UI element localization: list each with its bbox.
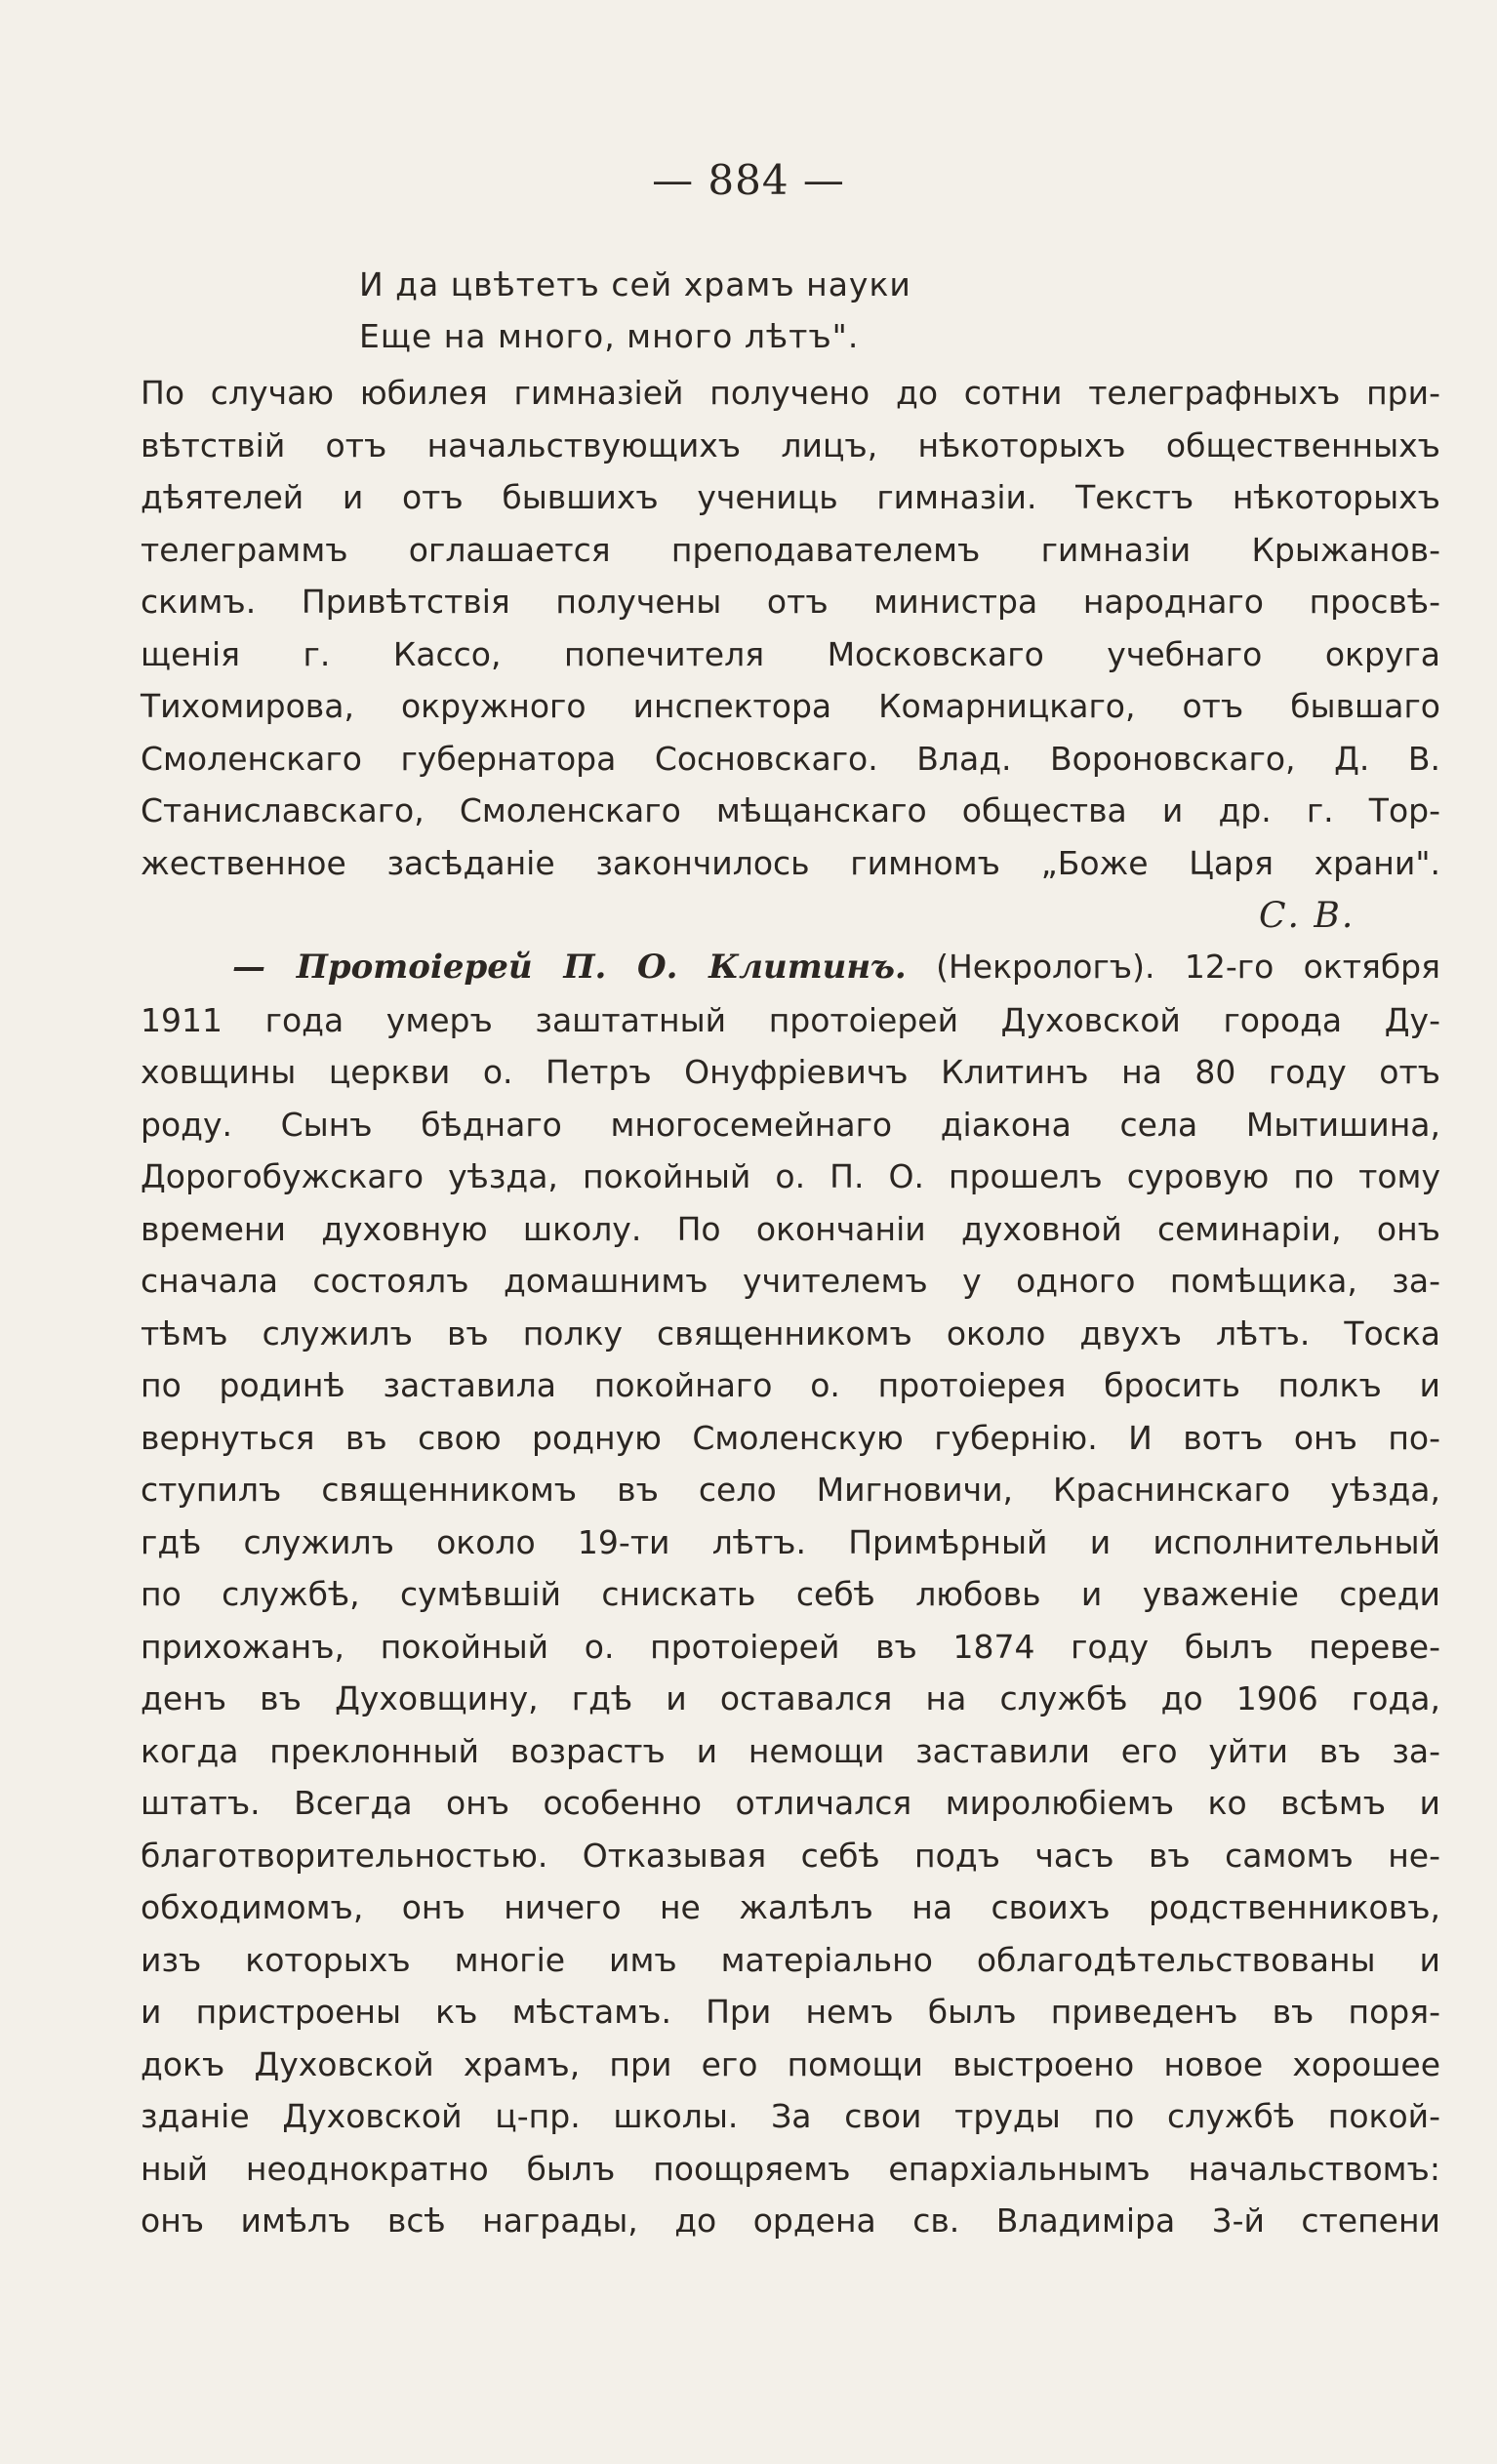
text-line-lead (141, 941, 1440, 994)
text-line: жественное засѣданіе закончилось гимномъ „Боже Царя храни". (141, 843, 1440, 882)
text-line: ступилъ священникомъ въ село Мигновичи, Краснинскаго уѣзда, (141, 1471, 1440, 1509)
text-line: прихожанъ, покойный о. протоіерей въ 1874 году былъ переве- (141, 1627, 1440, 1666)
text-line: по службѣ, сумѣвшій снискать себѣ любовь и уваженіе среди (141, 1575, 1440, 1613)
text-line: тѣмъ служилъ въ полку священникомъ около двухъ лѣтъ. Тоска (141, 1313, 1440, 1353)
text-line: и пристроены къ мѣстамъ. При немъ былъ приведенъ въ поря- (141, 1993, 1440, 2031)
text-line: вернуться въ свою родную Смоленскую губернію. И вотъ онъ по- (141, 1418, 1440, 1457)
text-line: Станиславскаго, Смоленскаго мѣщанскаго общества и др. г. Тор- (141, 791, 1440, 829)
text-line: обходимомъ, онъ ничего не жалѣлъ на своихъ родственниковъ, (141, 1888, 1440, 1926)
text-line: гдѣ служилъ около 19-ти лѣтъ. Примѣрный и исполнительный (141, 1522, 1440, 1561)
text-line: по родинѣ заставила покойнаго о. протоіерея бросить полкъ и (141, 1366, 1440, 1404)
text-line: ховщины церкви о. Петръ Онуфріевичъ Клитинъ на 80 году отъ (141, 1053, 1440, 1091)
paragraph-jubilee (141, 367, 1440, 889)
text-line: 1911 года умеръ заштатный протоіерей Духовской города Ду- (141, 1000, 1440, 1039)
text-line: времени духовную школу. По окончаніи духовной семинаріи, онъ (141, 1209, 1440, 1248)
text-line: скимъ. Привѣтствія получены отъ министра народнаго просвѣ- (141, 583, 1440, 621)
text-line: денъ въ Духовщину, гдѣ и оставался на службѣ до 1906 года, (141, 1679, 1440, 1717)
page-number: — 884 — (652, 156, 845, 204)
text-line: дѣятелей и отъ бывшихъ учениць гимназіи. Текстъ нѣкоторыхъ (141, 478, 1440, 516)
verse-line-2: Еще на много, много лѣтъ". (359, 317, 860, 355)
text-line: штатъ. Всегда онъ особенно отличался миролюбіемъ ко всѣмъ и (141, 1784, 1440, 1822)
text-line: онъ имѣлъ всѣ награды, до ордена св. Владиміра 3-й степени (141, 2201, 1440, 2240)
verse-line-1: И да цвѣтетъ сей храмъ науки (359, 265, 911, 303)
obituary-heading: — Протоіерей П. О. Клитинъ. (232, 948, 907, 987)
text-line: зданіе Духовской ц-пр. школы. За свои труды по службѣ покой- (141, 2097, 1440, 2135)
text-line: щенія г. Кассо, попечителя Московскаго учебнаго округа (141, 634, 1440, 673)
text-line: роду. Сынъ бѣднаго многосемейнаго діакона села Мытишина, (141, 1105, 1440, 1144)
text-line: По случаю юбилея гимназіей получено до сотни телеграфныхъ при- (141, 374, 1440, 412)
author-signature: С. В. (1259, 896, 1355, 936)
obituary-first-line: (Некрологъ). 12-го октября (906, 948, 1440, 986)
text-line: Дорогобужскаго уѣзда, покойный о. П. О. прошелъ суровую по тому (141, 1157, 1440, 1195)
text-line: Смоленскаго губернатора Сосновскаго. Влад. Вороновскаго, Д. В. (141, 739, 1440, 778)
text-line: ный неоднократно былъ поощряемъ епархіальнымъ начальствомъ: (141, 2149, 1440, 2188)
text-line: благотворительностью. Отказывая себѣ подъ часъ въ самомъ не- (141, 1836, 1440, 1875)
text-line: сначала состоялъ домашнимъ учителемъ у одного помѣщика, за- (141, 1262, 1440, 1300)
text-line: когда преклонный возрастъ и немощи заставили его уйти въ за- (141, 1731, 1440, 1770)
text-line: докъ Духовской храмъ, при его помощи выстроено новое хорошее (141, 2044, 1440, 2083)
text-line: вѣтствій отъ начальствующихъ лицъ, нѣкоторыхъ общественныхъ (141, 425, 1440, 465)
text-line: телеграммъ оглашается преподавателемъ гимназіи Крыжанов- (141, 530, 1440, 569)
paragraph-obituary (141, 941, 1440, 2247)
text-line: Тихомирова, окружного инспектора Комарницкаго, отъ бывшаго (141, 687, 1440, 725)
text-line: изъ которыхъ многіе имъ матеріально облагодѣтельствованы и (141, 1940, 1440, 1979)
